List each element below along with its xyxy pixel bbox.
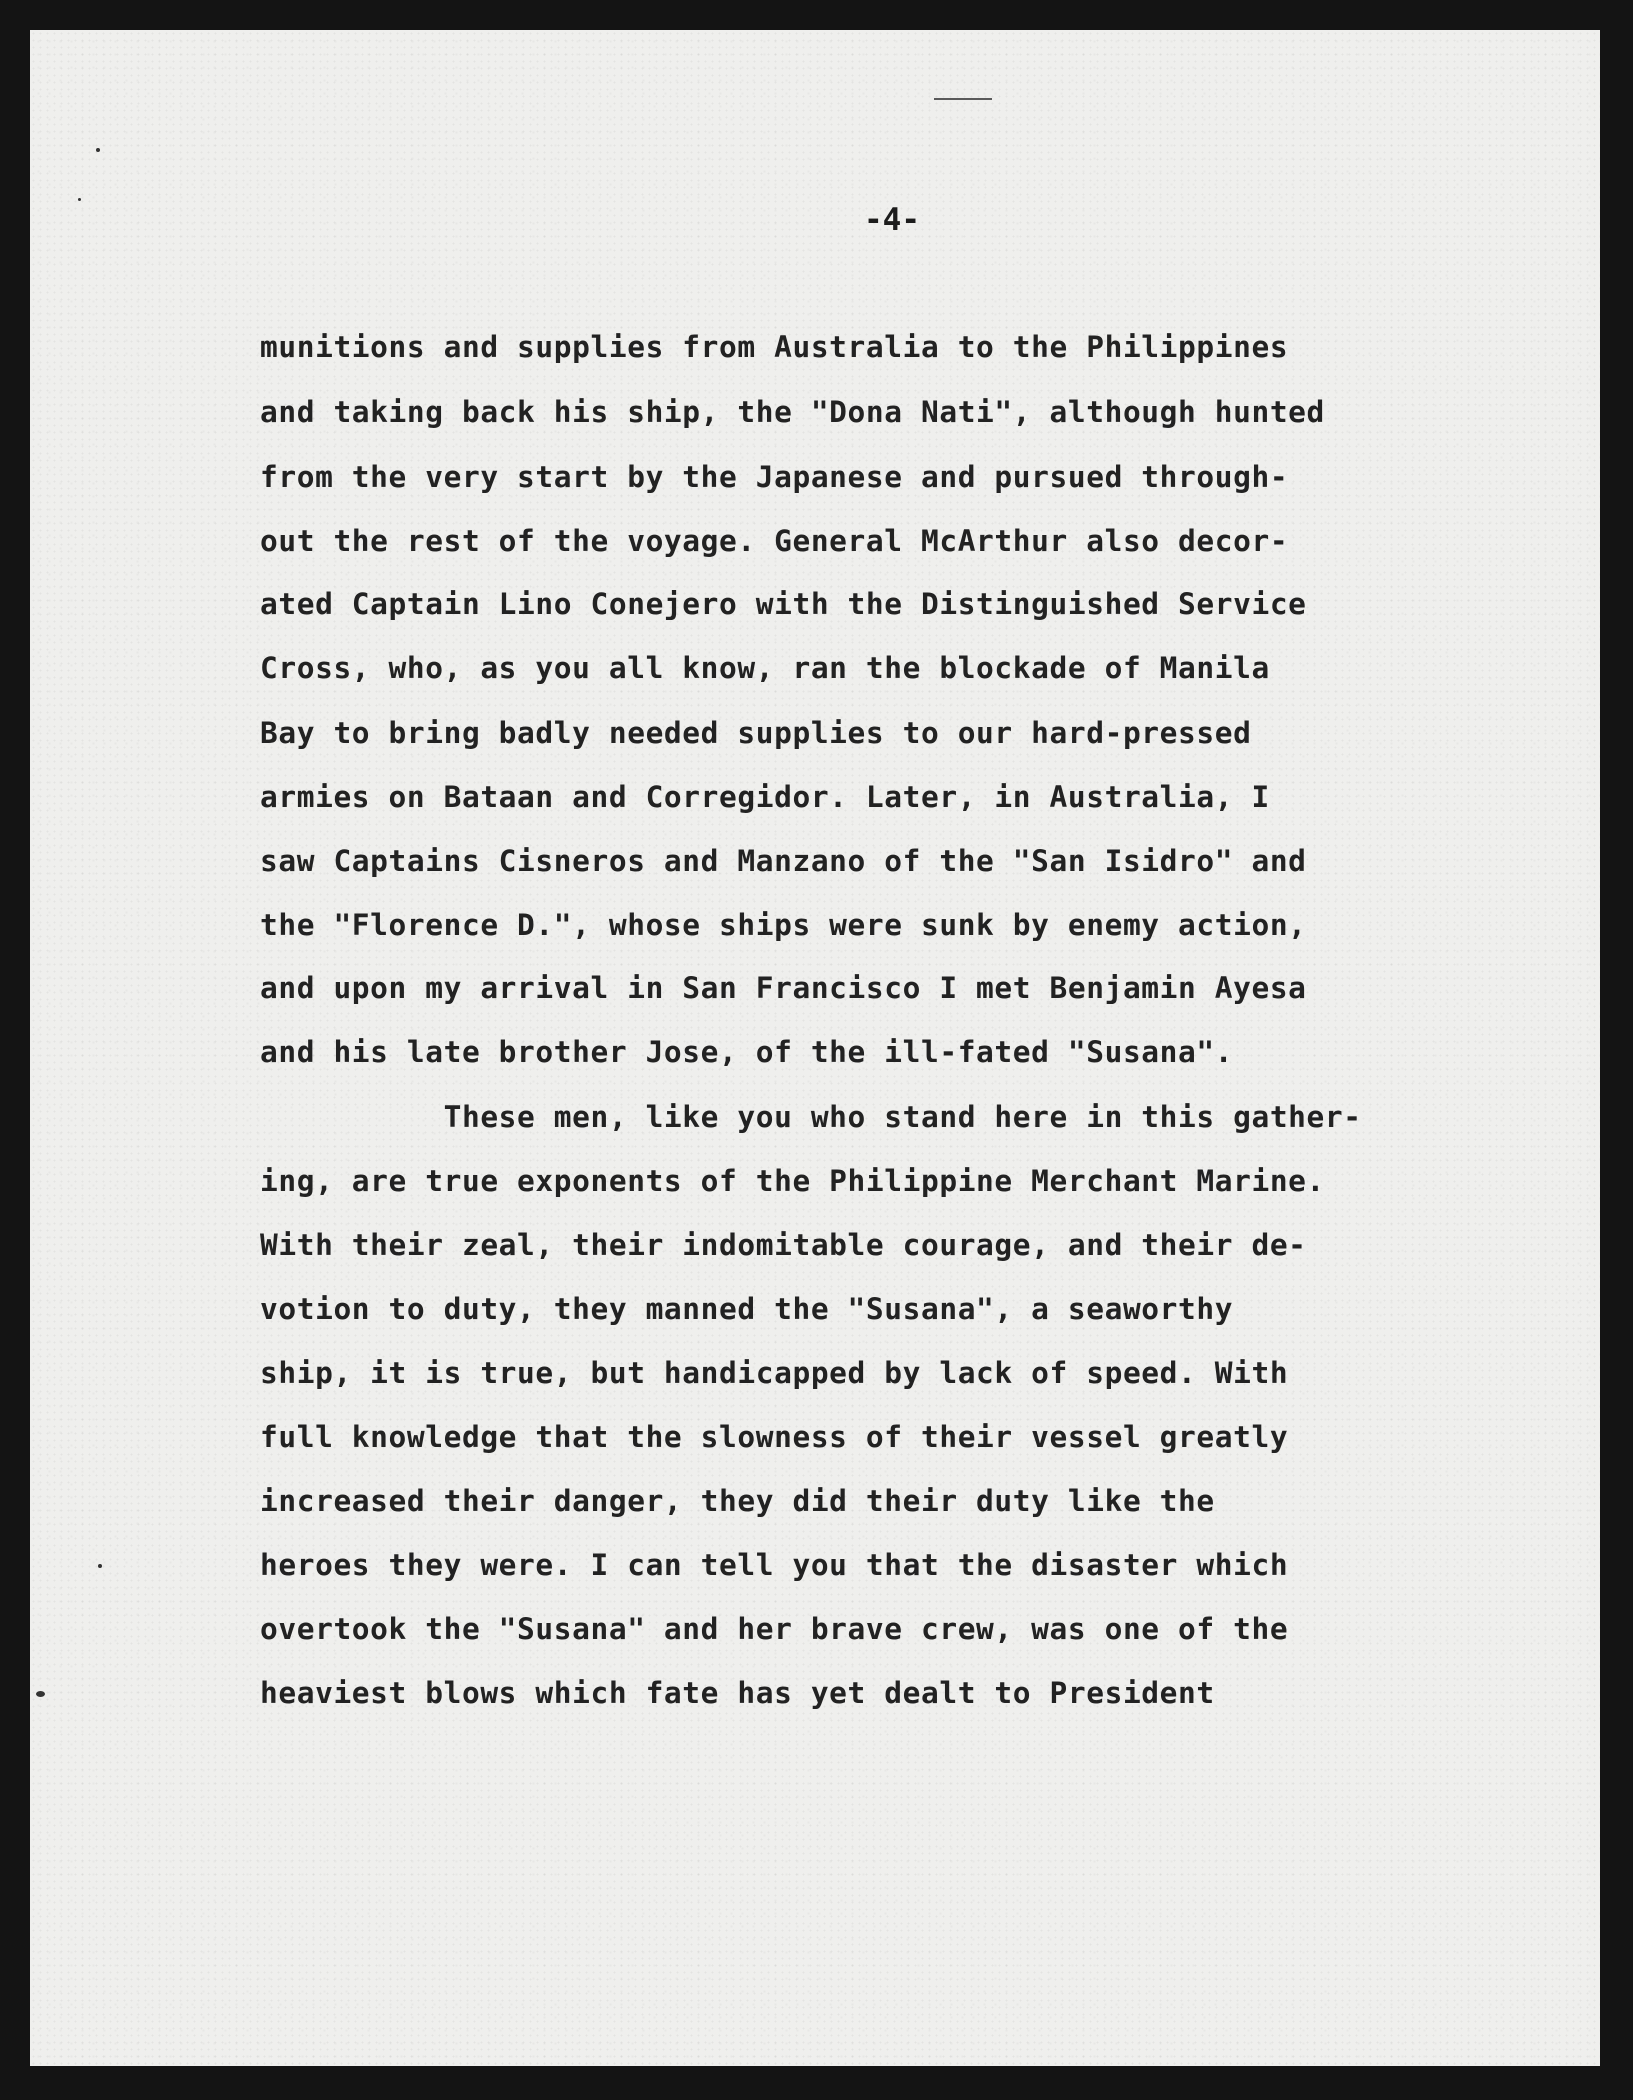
scan-speck [36, 1691, 45, 1697]
text-line: saw Captains Cisneros and Manzano of the "San Isidro" and [260, 844, 1307, 878]
text-line: armies on Bataan and Corregidor. Later, in Australia, I [260, 780, 1270, 814]
text-line: Bay to bring badly needed supplies to our hard-pressed [260, 716, 1252, 750]
text-line: increased their danger, they did their duty like the [260, 1484, 1215, 1518]
text-line: ship, it is true, but handicapped by lack of speed. With [260, 1356, 1289, 1390]
text-line: the "Florence D.", whose ships were sunk by enemy action, [260, 908, 1307, 942]
text-line: full knowledge that the slowness of their vessel greatly [260, 1420, 1289, 1454]
document-sheet [30, 30, 1600, 2066]
text-line: overtook the "Susana" and her brave crew, was one of the [260, 1612, 1289, 1646]
top-rule-mark [934, 98, 992, 100]
text-line: ing, are true exponents of the Philippine Merchant Marine. [260, 1164, 1325, 1198]
text-line: from the very start by the Japanese and pursued through- [260, 460, 1289, 494]
text-line: and his late brother Jose, of the ill-fated "Susana". [260, 1035, 1234, 1069]
scan-speck [78, 198, 81, 201]
text-line: ated Captain Lino Conejero with the Distinguished Service [260, 587, 1307, 621]
text-line: These men, like you who stand here in this gather- [260, 1100, 1362, 1134]
text-line: munitions and supplies from Australia to the Philippines [260, 330, 1289, 364]
scan-speck [98, 1564, 102, 1568]
text-line: out the rest of the voyage. General McArthur also decor- [260, 524, 1289, 558]
text-line: heaviest blows which fate has yet dealt to President [260, 1676, 1215, 1710]
text-line: Cross, who, as you all know, ran the blockade of Manila [260, 651, 1270, 685]
text-line: and upon my arrival in San Francisco I met Benjamin Ayesa [260, 971, 1307, 1005]
text-line: heroes they were. I can tell you that the disaster which [260, 1548, 1289, 1582]
text-line: With their zeal, their indomitable courage, and their de- [260, 1228, 1307, 1262]
page-number: -4- [864, 202, 920, 238]
scan-speck [96, 148, 100, 152]
text-line: and taking back his ship, the "Dona Nati", although hunted [260, 395, 1325, 429]
text-line: votion to duty, they manned the "Susana", a seaworthy [260, 1292, 1234, 1326]
